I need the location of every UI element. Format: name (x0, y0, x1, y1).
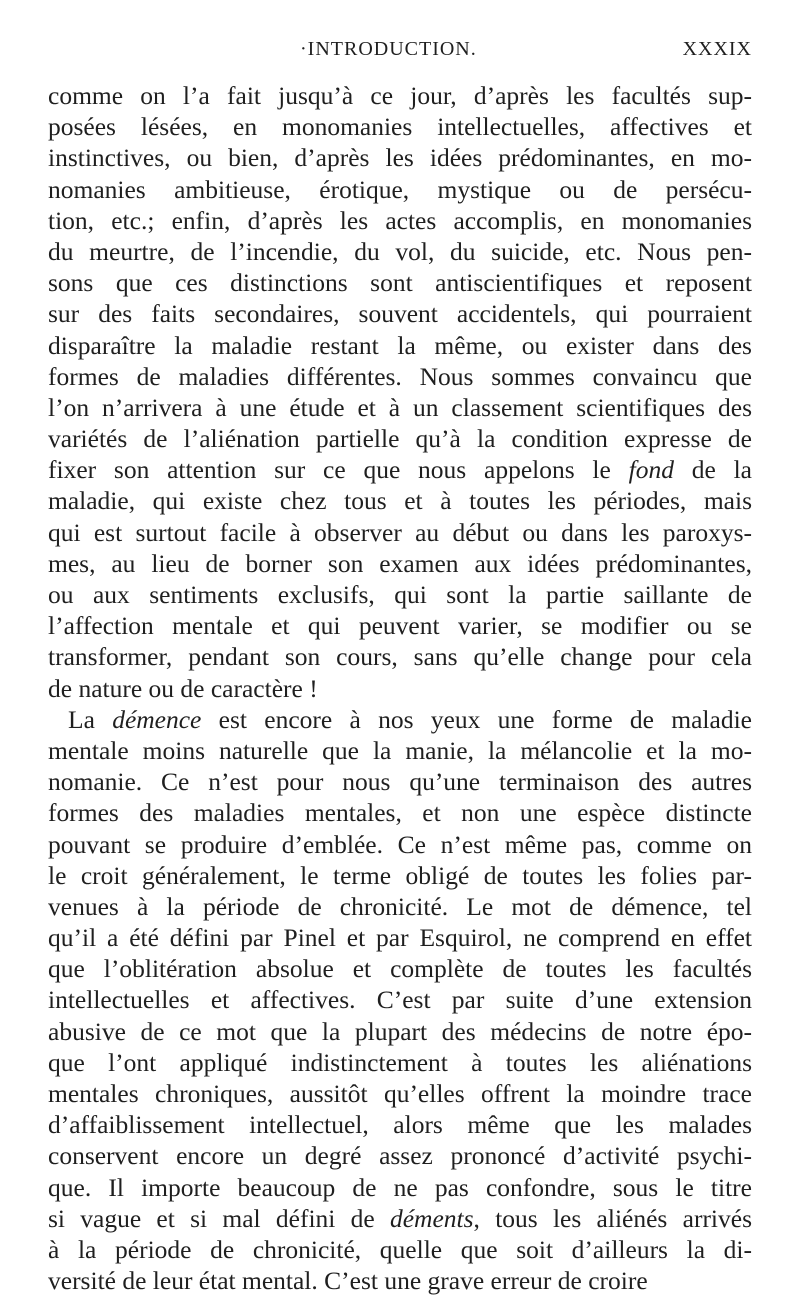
running-head-title: ·INTRODUCTION. (300, 38, 477, 60)
text-line: pouvant se produire d’emblée. Ce n’est même pas, comme on (48, 829, 752, 859)
text-line: l’affection mentale et qui peuvent varier, se modifier ou se (48, 611, 752, 641)
text-line: mentales chroniques, aussitôt qu’elles offrent la moindre trace (48, 1079, 752, 1108)
italic-term: fond (628, 455, 674, 485)
italic-term: déments (389, 1203, 474, 1233)
page-number: XXXIX (682, 38, 752, 60)
text-line: d’affaiblissement intellectuel, alors même que les malades (48, 1110, 752, 1140)
text-line: intellectuelles et affectives. C’est par suite d’une extension (48, 985, 752, 1015)
text-line: fixer son attention sur ce que nous appelons le fond de la (48, 455, 752, 485)
text-line: si vague et si mal défini de déments, tous les aliénés arrivés (48, 1203, 753, 1233)
text-line: ou aux sentiments exclusifs, qui sont la partie saillante de (48, 580, 752, 609)
text-line: posées lésées, en monomanies intellectuelles, affectives et (48, 112, 752, 142)
running-head (0, 38, 800, 68)
text-line: sur des faits secondaires, souvent accidentels, qui pourraient (48, 299, 752, 329)
text-line: nomanie. Ce n’est pour nous qu’une terminaison des autres (48, 767, 752, 797)
text-line: le croit généralement, le terme obligé de toutes les folies par- (48, 860, 752, 890)
text-line: abusive de ce mot que la plupart des médecins de notre épo- (48, 1016, 752, 1046)
text-line: venues à la période de chronicité. Le mot de démence, tel (48, 891, 752, 921)
text-line: comme on l’a fait jusqu’à ce jour, d’après les facultés sup- (48, 81, 752, 110)
text-line: variétés de l’aliénation partielle qu’à la condition expresse de (48, 424, 752, 454)
text-line: à la période de chronicité, quelle que soit d’ailleurs la di- (48, 1234, 752, 1264)
text-line: sons que ces distinctions sont antiscientifiques et reposent (48, 268, 752, 298)
text-line: du meurtre, de l’incendie, du vol, du suicide, etc. Nous pen- (48, 236, 752, 266)
text-line: l’on n’arrivera à une étude et à un classement scientifiques des (48, 392, 752, 422)
text-line: disparaître la maladie restant la même, ou exister dans des (48, 330, 752, 360)
text-line: qui est surtout facile à observer au début ou dans les paroxys- (48, 517, 752, 547)
body-text (48, 80, 752, 1296)
text-line: que l’oblitération absolue et complète de toutes les facultés (48, 954, 752, 984)
italic-term: démence (112, 704, 202, 734)
text-line: que. Il importe beaucoup de ne pas confondre, sous le titre (48, 1172, 752, 1202)
text-line: tion, etc.; enfin, d’après les actes accomplis, en monomanies (48, 205, 752, 235)
text-line: formes des maladies mentales, et non une espèce distincte (48, 798, 752, 828)
text-line: transformer, pendant son cours, sans qu’elle change pour cela (48, 642, 752, 672)
text-line: mentale moins naturelle que la manie, la mélancolie et la mo- (48, 735, 752, 765)
text-line: nomanies ambitieuse, érotique, mystique ou de persécu- (48, 174, 752, 204)
text-line: que l’ont appliqué indistinctement à toutes les aliénations (48, 1047, 752, 1077)
text-line: de nature ou de caractère ! (48, 673, 318, 703)
text-line: La démence est encore à nos yeux une forme de maladie (68, 704, 752, 734)
text-line: instinctives, ou bien, d’après les idées prédominantes, en mo- (48, 143, 752, 173)
text-line: versité de leur état mental. C’est une grave erreur de croire (48, 1266, 648, 1296)
text-line: formes de maladies différentes. Nous sommes convaincu que (48, 361, 752, 391)
text-line: conservent encore un degré assez prononcé d’activité psychi- (48, 1141, 752, 1171)
text-line: maladie, qui existe chez tous et à toutes les périodes, mais (48, 486, 752, 516)
text-line: qu’il a été défini par Pinel et par Esquirol, ne comprend en effet (48, 923, 752, 953)
text-line: mes, au lieu de borner son examen aux idées prédominantes, (48, 548, 752, 578)
